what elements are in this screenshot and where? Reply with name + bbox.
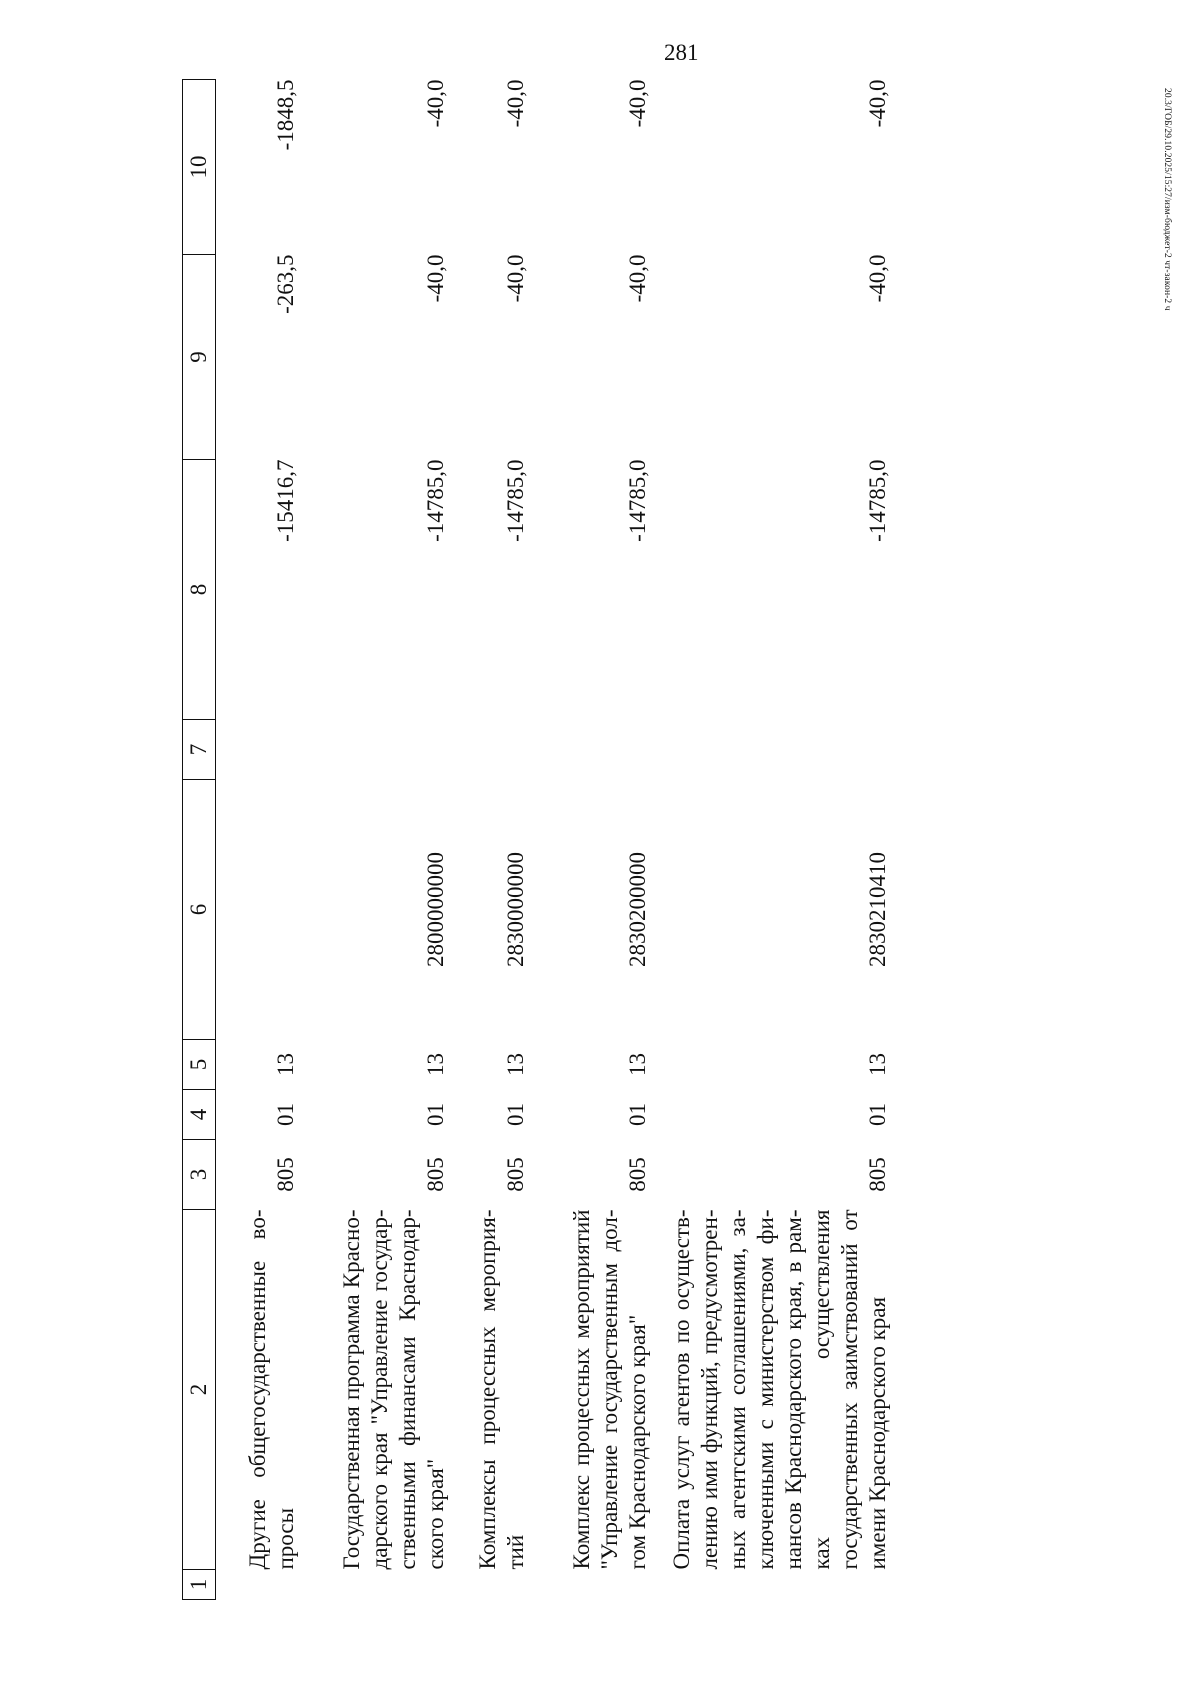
cell-section: 01 [865,1103,890,1126]
cell-amount-col9: -40,0 [503,254,528,303]
cell-target-code: 2800000000 [423,852,448,967]
cell-amount-col8: -14785,0 [423,459,448,542]
column-header: 6 [183,780,216,1040]
cell-expense-type [216,720,301,780]
cell-col1 [216,1570,301,1600]
cell-expense-type [450,720,530,780]
cell-amount-col9: -263,5 [273,254,298,314]
cell-section: 01 [273,1103,298,1126]
table-row [216,80,301,1600]
cell-section: 01 [503,1103,528,1126]
page-number: 281 [664,40,699,65]
column-header: 5 [183,1040,216,1090]
cell-section: 01 [625,1103,650,1126]
cell-amount-col8: -14785,0 [503,459,528,542]
cell-col1 [300,1570,450,1600]
cell-subsection: 13 [273,1053,298,1076]
cell-target-code [216,780,301,1040]
cell-amount-col8: -14785,0 [625,459,650,542]
cell-expense-type [652,720,892,780]
cell-amount-col8: -14785,0 [865,459,890,542]
cell-amount-col10: -1848,5 [273,79,298,151]
cell-target-code: 2830200000 [625,852,650,967]
cell-name: Другие общегосударственные вопросы [245,1209,298,1570]
cell-subsection: 13 [865,1053,890,1076]
cell-name: Оплата услуг агентов по осуществлению ими функций, предусмотренных агентскими соглашениями, заключенными с министерством финансов Краснодарского края, в рамках осуществления государственных заимствований от имени Краснодарского края [669,1209,890,1570]
column-header: 4 [183,1090,216,1140]
cell-col1 [652,1570,892,1600]
table-row [530,80,652,1600]
document-code: 20.3/ГОБ/29.10.2025/15:27/изм-бюджет-2 чт-закон-2 ч [1162,88,1172,311]
column-header: 3 [183,1140,216,1210]
cell-amount-col9: -40,0 [865,254,890,303]
column-header: 8 [183,460,216,720]
table-row [652,80,892,1600]
column-header: 2 [183,1210,216,1570]
column-header: 10 [183,80,216,255]
cell-expense-type [530,720,652,780]
table-header-row [183,80,216,1600]
cell-amount-col10: -40,0 [503,79,528,128]
cell-ministry-code: 805 [625,1157,650,1192]
cell-expense-type [300,720,450,780]
cell-amount-col10: -40,0 [625,79,650,128]
column-header: 7 [183,720,216,780]
cell-ministry-code: 805 [273,1157,298,1192]
cell-amount-col9: -40,0 [423,254,448,303]
cell-amount-col10: -40,0 [423,79,448,128]
cell-section: 01 [423,1103,448,1126]
cell-ministry-code: 805 [865,1157,890,1192]
cell-amount-col9: -40,0 [625,254,650,303]
column-header: 9 [183,255,216,460]
cell-name: Комплексы процессных мероприятий [475,1209,528,1570]
cell-ministry-code: 805 [503,1157,528,1192]
cell-name: Комплекс процессных мероприятий "Управление государственным долгом Краснодарского края" [569,1209,650,1570]
cell-col1 [450,1570,530,1600]
cell-subsection: 13 [503,1053,528,1076]
cell-amount-col8: -15416,7 [273,459,298,542]
budget-table [182,79,892,1600]
cell-target-code: 2830000000 [503,852,528,967]
table-row [450,80,530,1600]
cell-subsection: 13 [423,1053,448,1076]
table-row [300,80,450,1600]
cell-name: Государственная программа Краснодарского края "Управление государственными финансами Краснодарского края" [339,1209,448,1570]
budget-table-rotated [182,80,992,1600]
cell-ministry-code: 805 [423,1157,448,1192]
cell-amount-col10: -40,0 [865,79,890,128]
cell-col1 [530,1570,652,1600]
cell-subsection: 13 [625,1053,650,1076]
cell-target-code: 2830210410 [865,852,890,967]
column-header: 1 [183,1570,216,1600]
